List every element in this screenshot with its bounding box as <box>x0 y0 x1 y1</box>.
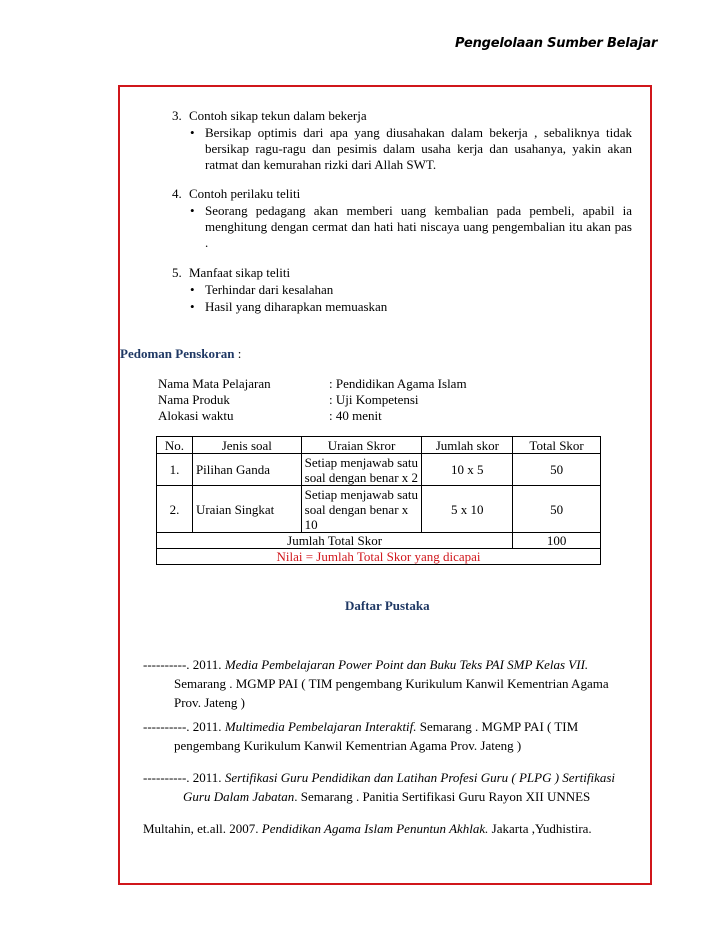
reference-entry <box>143 819 648 838</box>
reference-entry <box>143 717 648 755</box>
reference-title-part: Sertifikasi Guru Pendidikan dan Latihan Profesi Guru ( PLPG ) Sertifikasi <box>224 770 616 785</box>
table-total-row <box>157 533 601 549</box>
table-cell-no: 2. <box>157 486 193 533</box>
table-cell-total: 50 <box>513 454 601 486</box>
bullet-text: • Seorang pedagang akan memberi uang kembalian pada pembeli, apabil ia menghitung dengan cermat dan hati hati niscaya uang pengembalian itu akan pas . <box>205 203 632 251</box>
table-header-cell: Jumlah skor <box>422 437 513 454</box>
reference-prefix: ----------. 2011. <box>143 770 225 785</box>
reference-continuation: Semarang . MGMP PAI ( TIM pengembang Kurikulum Kanwil Kementrian Agama Prov. Jateng ) <box>174 676 609 710</box>
info-value: : Uji Kompetensi <box>329 392 419 407</box>
info-value: : 40 menit <box>329 408 382 423</box>
table-cell-uraian: Setiap menjawab satu soal dengan benar x 10 <box>301 486 422 533</box>
table-row <box>157 486 601 533</box>
reference-continuation: pengembang Kurikulum Kanwil Kementrian Agama Prov. Jateng ) <box>174 738 522 753</box>
reference-entry <box>143 768 648 806</box>
table-header-cell: No. <box>157 437 193 454</box>
bullet-text: • Terhindar dari kesalahan <box>205 282 333 298</box>
item-title: Contoh perilaku teliti <box>189 186 301 201</box>
item-title: Contoh sikap tekun dalam bekerja <box>189 108 367 123</box>
reference-rest-1: Semarang . MGMP PAI ( TIM <box>416 719 579 734</box>
item-number: 3. <box>172 108 182 123</box>
total-label: Jumlah Total Skor <box>157 533 513 549</box>
page-header-title: Pengelolaan Sumber Belajar <box>455 36 658 51</box>
table-nilai-row <box>157 549 601 565</box>
table-cell-jumlah: 5 x 10 <box>422 486 513 533</box>
table-cell-jumlah: 10 x 5 <box>422 454 513 486</box>
table-header-cell: Uraian Skror <box>301 437 422 454</box>
info-label: Alokasi waktu <box>158 408 234 423</box>
reference-rest: Jakarta ,Yudhistira. <box>488 821 592 836</box>
table-cell-jenis: Pilihan Ganda <box>192 454 301 486</box>
table-header-row <box>157 437 601 454</box>
reference-prefix: ----------. 2011. <box>143 657 225 672</box>
nilai-formula: Nilai = Jumlah Total Skor yang dicapai <box>157 549 601 565</box>
info-label: Nama Produk <box>158 392 230 407</box>
reference-continuation: Guru Dalam Jabatan. Semarang . Panitia Sertifikasi Guru Rayon XII UNNES <box>183 789 591 804</box>
table-cell-total: 50 <box>513 486 601 533</box>
info-label: Nama Mata Pelajaran <box>158 376 271 391</box>
item-number: 5. <box>172 265 182 280</box>
reference-prefix: ----------. 2011. <box>143 719 225 734</box>
table-header-cell: Jenis soal <box>192 437 301 454</box>
pedoman-heading <box>120 346 241 362</box>
total-value: 100 <box>513 533 601 549</box>
reference-title: Pendidikan Agama Islam Penuntun Akhlak. <box>261 821 489 836</box>
table-row <box>157 454 601 486</box>
info-value: : Pendidikan Agama Islam <box>329 376 467 391</box>
table-header-cell: Total Skor <box>513 437 601 454</box>
pedoman-label: Pedoman Penskoran <box>120 346 235 361</box>
daftar-pustaka-heading: Daftar Pustaka <box>345 598 430 613</box>
table-cell-uraian: Setiap menjawab satu soal dengan benar x 2 <box>301 454 422 486</box>
reference-title: Multimedia Pembelajaran Interaktif. <box>224 719 417 734</box>
score-table <box>156 436 601 565</box>
reference-prefix: Multahin, et.all. 2007. <box>143 821 262 836</box>
bullet-text: • Hasil yang diharapkan memuaskan <box>205 299 387 315</box>
reference-title: Media Pembelajaran Power Point dan Buku Teks PAI SMP Kelas VII. <box>224 657 589 672</box>
table-cell-jenis: Uraian Singkat <box>192 486 301 533</box>
pedoman-colon: : <box>234 346 242 361</box>
bullet-text: • Bersikap optimis dari apa yang diusahakan dalam bekerja , sebaliknya tidak bersikap ragu-ragu dan pesimis dalam usaha kerja dan usahanya, yakin akan ratmat dan kemurahan rizki dari Allah SWT. <box>205 125 632 173</box>
table-cell-no: 1. <box>157 454 193 486</box>
item-title: Manfaat sikap teliti <box>189 265 291 280</box>
item-number: 4. <box>172 186 182 201</box>
reference-entry <box>143 655 648 712</box>
